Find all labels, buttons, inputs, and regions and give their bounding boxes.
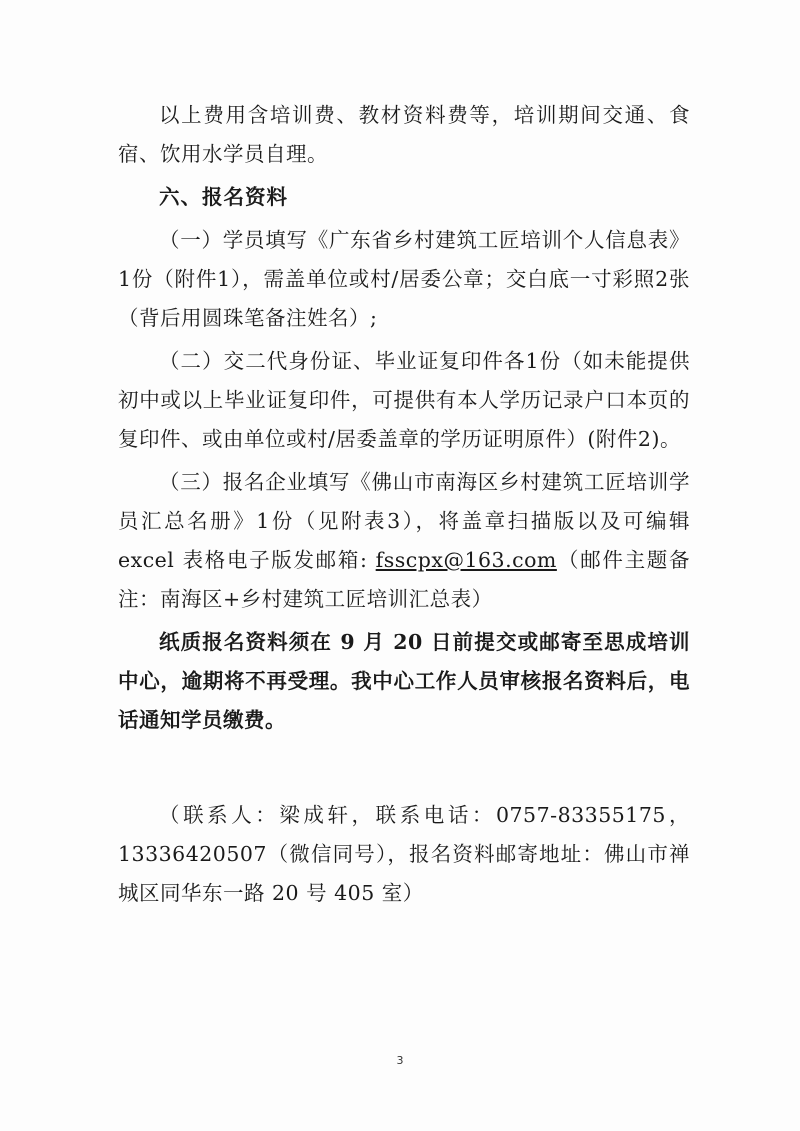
email-link[interactable]: fsscpx@163.com [375,548,557,572]
document-body [118,96,690,913]
item-3-paragraph [118,463,690,619]
item-3-text: （三）报名企业填写《佛山市南海区乡村建筑工匠培训学员汇总名册》1份（见附表3），将盖章扫描版以及可编辑excel 表格电子版发邮箱: [118,470,690,572]
deadline-notice-paragraph: 纸质报名资料须在 9 月 20 日前提交或邮寄至思成培训中心，逾期将不再受理。我中心工作人员审核报名资料后，电话通知学员缴费。 [118,630,690,732]
section-six-heading: 六、报名资料 [159,185,288,209]
item-1-paragraph: （一）学员填写《广东省乡村建筑工匠培训个人信息表》1份（附件1），需盖单位或村/居委公章；交白底一寸彩照2张（背后用圆珠笔备注姓名）; [118,228,690,330]
page-number: 3 [396,1054,404,1067]
fees-note-paragraph: 以上费用含培训费、教材资料费等，培训期间交通、食宿、饮用水学员自理。 [118,103,690,166]
contact-info-paragraph: （联系人：梁成轩，联系电话：0757-83355175，13336420507（微信同号），报名资料邮寄地址：佛山市禅城区同华东一路 20 号 405 室） [118,803,690,905]
item-3-email-subject-note: （邮件主题备注：南海区+乡村建筑工匠培训汇总表） [118,548,690,611]
item-2-paragraph: （二）交二代身份证、毕业证复印件各1份（如未能提供初中或以上毕业证复印件，可提供有本人学历记录户口本页的复印件、或由单位或村/居委盖章的学历证明原件）(附件2)。 [118,349,690,451]
